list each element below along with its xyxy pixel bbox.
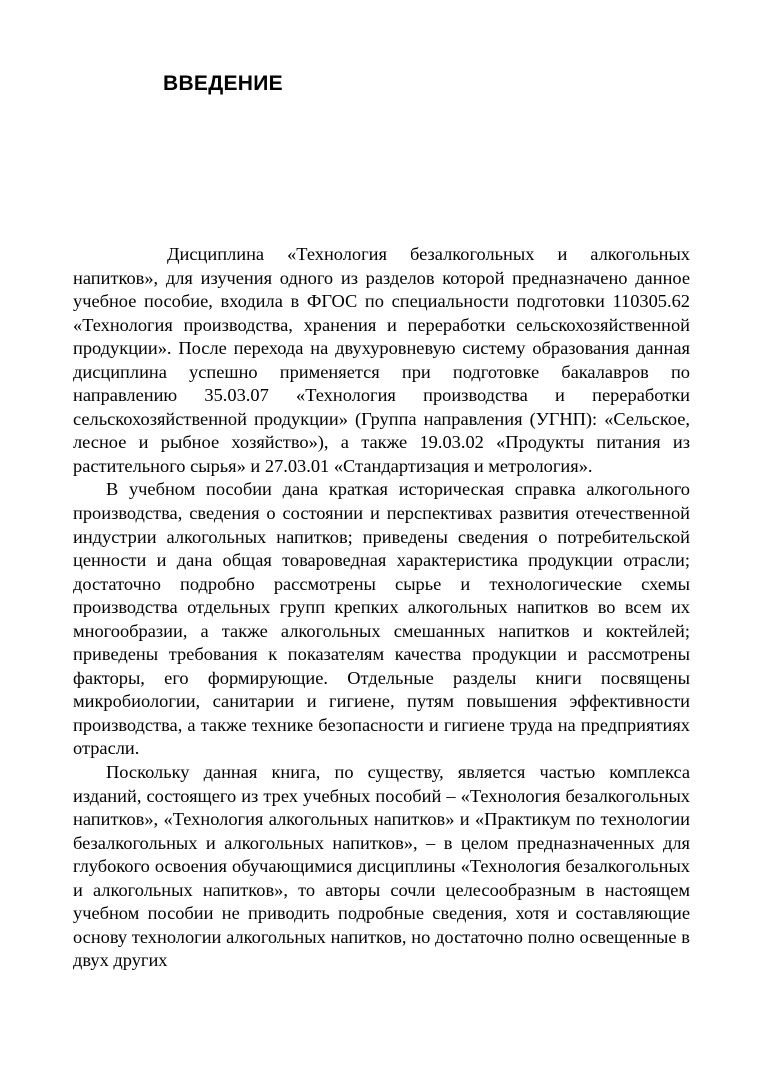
page-title: ВВЕДЕНИЕ <box>163 72 283 95</box>
paragraph-contents: В учебном пособии дана краткая историческая справка алкогольного производства, сведения о состоянии и перспективах развития отечественной индустрии алкогольных напитков; приведены сведения о потребительской ценности и дана общая товароведная характеристика продукции отрасли; достаточно подробно рассмотрены сырье и технологические схемы производства отдельных групп крепких алкогольных напитков во всем их многообразии, а также алкогольных смешанных напитков и коктейлей; приведены требования к показателям качества продукции и рассмотрены факторы, его формирующие. Отдельные разделы книги посвящены микробиологии, санитарии и гигиене, путям повышения эффективности производства, а также технике безопасности и гигиене труда на предприятиях отрасли. <box>73 479 690 759</box>
paragraph-discipline: Дисциплина «Технология безалкогольных и алкогольных напитков», для изучения одного из разделов которой предназначено данное учебное пособие, входила в ФГОС по специальности подготовки 110305.62 «Технология производства, хранения и переработки сельскохозяйственной продукции». После перехода на двухуровневую систему образования данная дисциплина успешно применяется при подготовке бакалавров по направлению 35.03.07 «Технология производства и переработки сельскохозяйственной продукции» (Группа направления (УГНП): «Сельское, лесное и рыбное хозяйство»), а также 19.03.02 «Продукты питания из растительного сырья» и 27.03.01 «Стандартизация и метрология». <box>73 244 690 476</box>
document-body <box>73 243 690 973</box>
paragraph-series: Поскольку данная книга, по существу, является частью комплекса изданий, состоящего из трех учебных пособий – «Технология безалкогольных напитков», «Технология алкогольных напитков» и «Практикум по технологии безалкогольных и алкогольных напитков», – в целом предназначенных для глубокого освоения обучающимися дисциплины «Технология безалкогольных и алкогольных напитков», то авторы сочли целесообразным в настоящем учебном пособии не приводить подробные сведения, хотя и составляющие основу технологии алкогольных напитков, но достаточно полно освещенные в двух других <box>73 762 690 971</box>
